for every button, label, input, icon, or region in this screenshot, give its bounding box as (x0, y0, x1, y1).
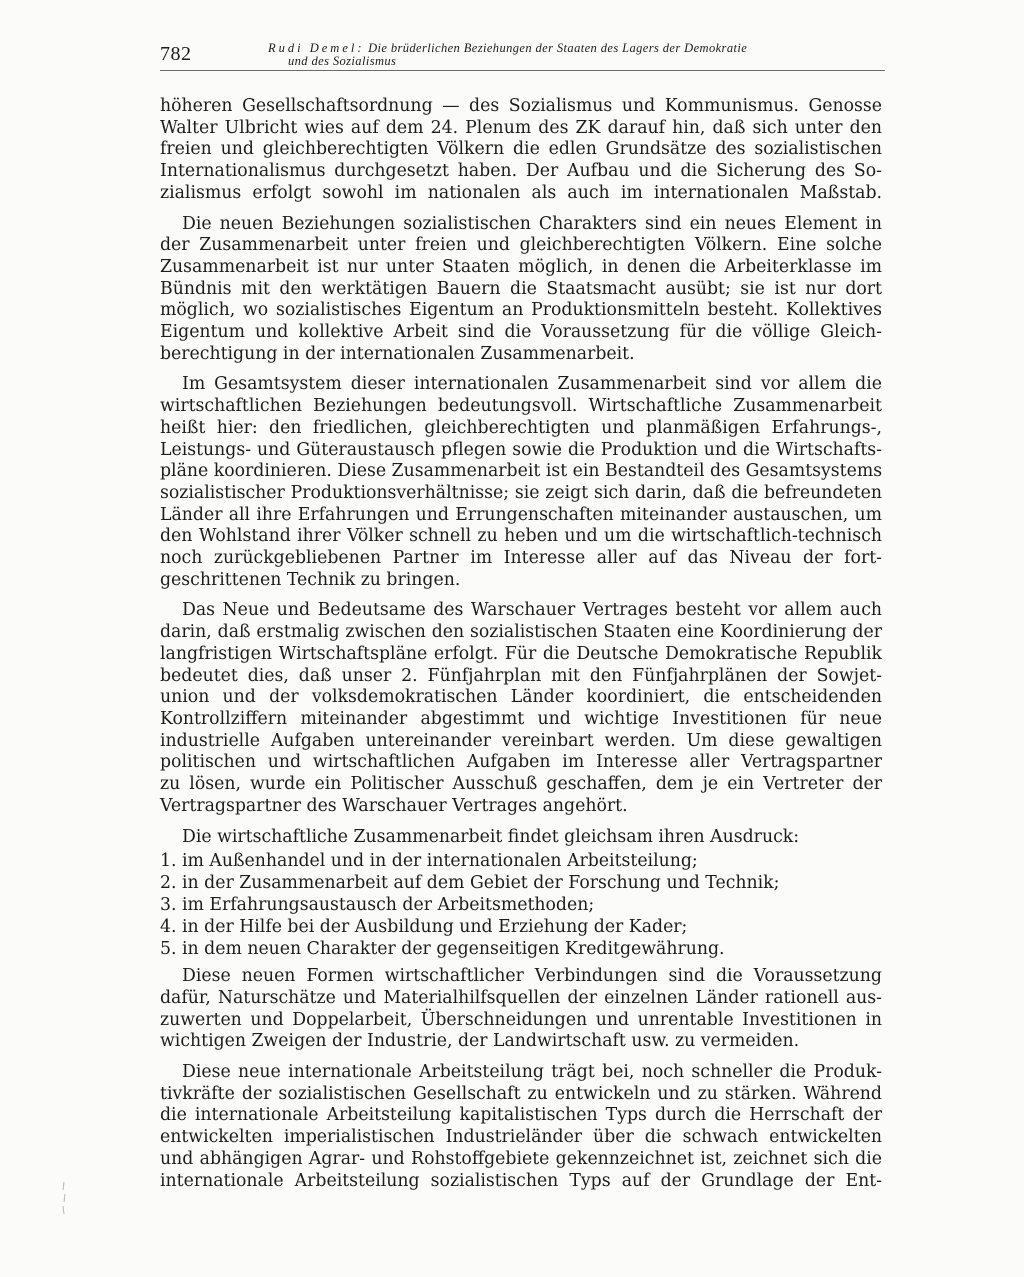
paragraph-5 (160, 966, 882, 1053)
text-line: noch zurückgebliebenen Partner im Interesse aller auf das Niveau der fort- (160, 548, 882, 569)
text-line: industrielle Aufgaben untereinander vereinbart werden. Um diese gewaltigen (160, 730, 882, 751)
list-item-number: 1. (160, 851, 177, 872)
text-line: tivkräfte der sozialistischen Gesellschaft zu entwickeln und zu stärken. Während (160, 1083, 882, 1104)
paragraph-4 (160, 600, 882, 817)
text-line: möglich, wo sozialistisches Eigentum an Produktionsmitteln besteht. Kollektives (160, 300, 882, 321)
text-line: langfristigen Wirtschaftspläne erfolgt. Für die Deutsche Demokratische Republik (160, 643, 882, 664)
list-item-text: im Außenhandel und in der internationalen Arbeitsteilung; (182, 851, 698, 872)
list-item-text: in der Zusammenarbeit auf dem Gebiet der Forschung und Technik; (182, 873, 780, 894)
list-item (160, 894, 882, 916)
list-item (160, 850, 882, 872)
text-line: höheren Gesellschaftsordnung — des Sozialismus und Kommunismus. Genosse (160, 96, 882, 116)
text-line: Länder all ihre Erfahrungen und Errungenschaften miteinander austauschen, um (160, 504, 882, 525)
text-line: bedeutet dies, daß unser 2. Fünfjahrplan mit den Fünfjahrplänen der Sowjet- (160, 665, 882, 686)
paragraph-6 (160, 1062, 882, 1192)
text-line: den Wohlstand ihrer Völker schnell zu heben und um die wirtschaftlich-technisch (160, 526, 882, 547)
list-item-text: in dem neuen Charakter der gegenseitigen Kreditgewährung. (182, 939, 725, 960)
list-item-number: 5. (160, 939, 177, 960)
running-title-author: Rudi Demel: (268, 41, 365, 55)
running-title-line-2: und des Sozialismus (288, 54, 397, 68)
text-line: union und der volksdemokratischen Länder koordiniert, die entscheidenden (160, 687, 882, 708)
text-line: Das Neue und Bedeutsame des Warschauer Vertrages besteht vor allem auch (182, 600, 882, 621)
list-item-text: im Erfahrungsaustausch der Arbeitsmethoden; (182, 895, 595, 916)
list-item-number: 4. (160, 917, 177, 938)
text-line: Diese neue internationale Arbeitsteilung trägt bei, noch schneller die Produk- (182, 1062, 882, 1083)
list-item-number: 3. (160, 895, 177, 916)
text-line: pläne koordinieren. Diese Zusammenarbeit ist ein Bestandteil des Gesamtsystems (160, 461, 883, 482)
text-line: Vertragspartner des Warschauer Vertrages angehört. (160, 795, 628, 816)
text-line: berechtigung in der internationalen Zusammenarbeit. (160, 343, 635, 364)
running-title (268, 42, 885, 68)
text-line: zialismus erfolgt sowohl im nationalen als auch im internationalen Maßstab. (160, 182, 882, 203)
text-line: Die neuen Beziehungen sozialistischen Charakters sind ein neues Element in (182, 213, 882, 234)
list-intro (160, 827, 882, 849)
body-text (160, 96, 882, 1201)
list-item (160, 916, 882, 938)
list-item-text: in der Hilfe bei der Ausbildung und Erziehung der Kader; (182, 917, 688, 938)
text-line: Im Gesamtsystem dieser internationalen Zusammenarbeit sind vor allem die (182, 374, 882, 395)
text-line: Die wirtschaftliche Zusammenarbeit findet gleichsam ihren Ausdruck: (182, 826, 800, 847)
text-line: Internationalismus durchgesetzt haben. Der Aufbau und die Sicherung des So- (160, 161, 882, 182)
text-line: dafür, Naturschätze und Materialhilfsquellen der einzelnen Länder rationell aus- (160, 987, 882, 1008)
text-line: heißt hier: den friedlichen, gleichberechtigten und planmäßigen Erfahrungs-, (160, 417, 882, 438)
paragraph-3 (160, 374, 882, 591)
paragraph-2 (160, 214, 882, 366)
text-line: freien und gleichberechtigten Völkern die edlen Grundsätze des sozialistischen (160, 139, 882, 160)
margin-speck (60, 1180, 68, 1220)
text-line: Kontrollziffern miteinander abgestimmt und wichtige Investitionen für neue (160, 708, 882, 729)
text-line: wirtschaftlichen Beziehungen bedeutungsvoll. Wirtschaftliche Zusammenarbeit (160, 396, 882, 417)
running-title-text: Die brüderlichen Beziehungen der Staaten des Lagers der Demokratie (368, 41, 748, 55)
text-line: Leistungs- und Güteraustausch pflegen sowie die Produktion und die Wirtschafts- (160, 439, 882, 460)
text-line: darin, daß erstmalig zwischen den sozialistischen Staaten eine Koordinierung der (160, 622, 882, 643)
text-line: Bündnis mit den werktätigen Bauern die Staatsmacht ausübt; sie ist nur dort (160, 278, 882, 299)
text-line: Diese neuen Formen wirtschaftlicher Verbindungen sind die Voraussetzung (182, 966, 882, 987)
text-line: entwickelten imperialistischen Industrieländer über die schwach entwickelten (160, 1127, 882, 1148)
paragraph-1 (160, 96, 882, 205)
list-item (160, 938, 882, 960)
page-header (160, 40, 885, 71)
margin-speck-drawing (60, 1180, 68, 1220)
text-line: zu lösen, wurde ein Politischer Ausschuß geschaffen, dem je ein Vertreter der (160, 774, 882, 795)
text-line: die internationale Arbeitsteilung kapitalistischen Typs durch die Herrschaft der (160, 1105, 882, 1126)
text-line: Eigentum und kollektive Arbeit sind die Voraussetzung für die völlige Gleich- (160, 322, 882, 343)
cooperation-list (160, 850, 882, 960)
text-line: internationale Arbeitsteilung sozialistischen Typs auf der Grundlage der Ent- (160, 1170, 882, 1191)
list-item-number: 2. (160, 873, 177, 894)
text-line: zuwerten und Doppelarbeit, Überschneidungen und unrentable Investitionen in (160, 1009, 882, 1030)
text-line: Zusammenarbeit ist nur unter Staaten möglich, in denen die Arbeiterklasse im (160, 256, 882, 277)
list-item (160, 872, 882, 894)
page-number: 782 (160, 43, 192, 65)
text-line: geschrittenen Technik zu bringen. (160, 569, 461, 590)
text-line: politischen und wirtschaftlichen Aufgaben im Interesse aller Vertragspartner (160, 752, 882, 773)
text-line: wichtigen Zweigen der Industrie, der Landwirtschaft usw. zu vermeiden. (160, 1031, 800, 1052)
text-line: Walter Ulbricht wies auf dem 24. Plenum des ZK darauf hin, daß sich unter den (160, 117, 882, 138)
text-line: sozialistischer Produktionsverhältnisse; sie zeigt sich darin, daß die befreundeten (160, 482, 882, 503)
text-line: und abhängigen Agrar- und Rohstoffgebiete gekennzeichnet ist, zeichnet sich die (160, 1148, 882, 1169)
text-line: der Zusammenarbeit unter freien und gleichberechtigten Völkern. Eine solche (160, 235, 882, 256)
